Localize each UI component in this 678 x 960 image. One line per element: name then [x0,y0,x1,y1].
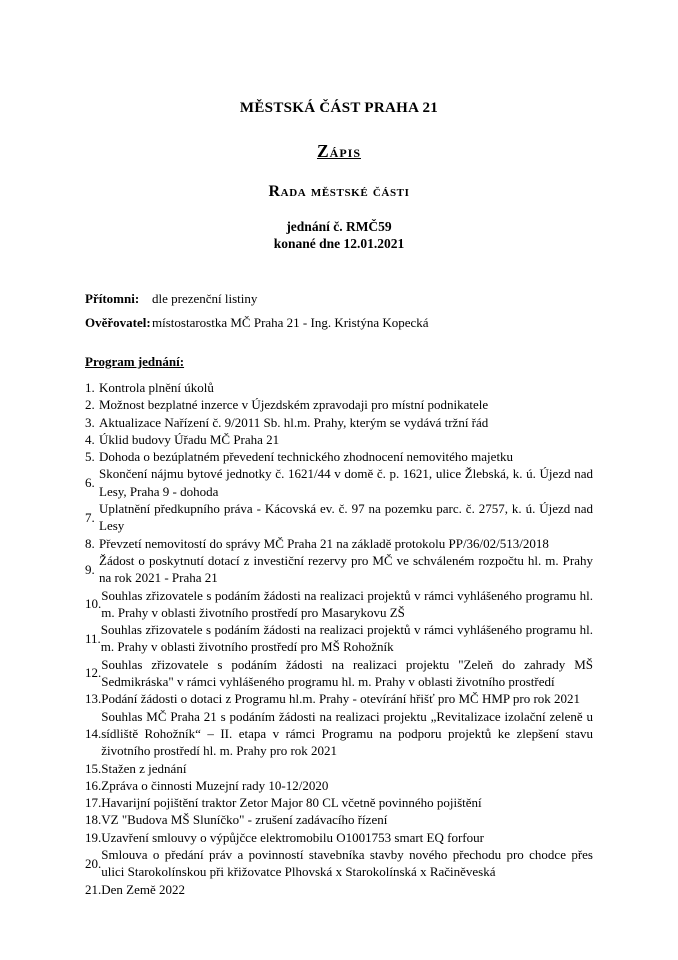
agenda-item [85,379,593,396]
agenda-item [85,794,593,811]
attendance-section [85,290,593,331]
verifier-value: místostarostka MČ Praha 21 - Ing. Kristýna Kopecká [152,315,429,330]
meeting-number: jednání č. RMČ59 [286,219,392,234]
agenda-item-number: 19. [85,829,102,845]
agenda-item-number: 15. [85,760,102,776]
verifier-row [85,314,593,331]
agenda-item-text: Stažen z jednání [101,760,187,776]
agenda-item-number: 6. [85,475,95,491]
document-header [85,99,593,252]
agenda-list [85,379,593,898]
agenda-item-number: 2. [85,397,95,413]
agenda-item-text: Aktualizace Nařízení č. 9/2011 Sb. hl.m. Prahy, kterým se vydává tržní řád [99,414,489,430]
agenda-item-text: Úklid budovy Úřadu MČ Praha 21 [99,431,280,447]
agenda-item-text: Uzavření smlouvy o výpůjčce elektromobilu O1001753 smart EQ forfour [101,829,484,845]
agenda-item-number: 8. [85,535,95,551]
agenda-item [85,552,593,587]
agenda-item-number: 20. [85,855,102,871]
agenda-heading: Program jednání: [85,354,185,369]
agenda-item-number: 13. [85,691,102,707]
agenda-item-text: VZ "Budova MŠ Sluníčko" - zrušení zadávacího řízení [101,812,388,828]
agenda-item-number: 18. [85,812,102,828]
agenda-item [85,708,593,760]
agenda-item-text: Možnost bezplatné inzerce v Újezdském zpravodaji pro místní podnikatele [99,397,489,413]
agenda-item [85,656,593,691]
agenda-item-number: 1. [85,380,95,395]
agenda-item [85,760,593,777]
agenda-item [85,811,593,828]
agenda-item [85,431,593,448]
verifier-label: Ověřovatel: [85,315,151,330]
agenda-item-text: Podání žádosti o dotaci z Programu hl.m. Prahy - otevírání hřišť pro MČ HMP pro rok 2021 [101,691,581,707]
agenda-item-text: Souhlas MČ Praha 21 s podáním žádosti na realizaci projektu „Revitalizace izolační zeleně u sídliště Rohožník“ – II. etapa v rámci Programu na podporu projektů ke zlepšení stavu životního prostředí hl. m. Prahy pro rok 2021 [101,708,593,759]
agenda-item-text: Uplatnění předkupního práva - Kácovská ev. č. 97 na pozemku parc. č. 2757, k. ú. Újezd nad Lesy [99,501,593,534]
present-value: dle prezenční listiny [152,291,258,306]
document-type-heading: Zápis [316,141,361,161]
agenda-item [85,829,593,846]
agenda-item [85,881,593,898]
agenda-item [85,414,593,431]
agenda-item [85,448,593,465]
meeting-date: konané dne 12.01.2021 [273,236,405,251]
agenda-item-number: 14. [85,725,102,741]
agenda-item-text: Zpráva o činnosti Muzejní rady 10-12/2020 [101,777,329,793]
agenda-item-text: Souhlas zřizovatele s podáním žádosti na realizaci projektu "Zeleň do zahrady MŠ Sedmikráska" v rámci vyhlášeného programu hl. m. Prahy v oblasti životního prostředí [101,656,593,690]
agenda-item-number: 10. [85,596,102,612]
agenda-item-number: 5. [85,449,95,465]
agenda-item-number: 11. [85,630,101,646]
present-row [85,290,593,307]
agenda-item-text: Havarijní pojištění traktor Zetor Major 80 CL včetně povinného pojištění [101,795,482,811]
present-label: Přítomni: [85,291,140,306]
agenda-item [85,500,593,535]
agenda-item-text: Kontrola plnění úkolů [99,380,214,395]
agenda-item [85,690,593,707]
agenda-item-number: 21. [85,881,102,897]
agenda-item-text: Souhlas zřizovatele s podáním žádosti na realizaci projektů v rámci vyhlášeného programu hl. m. Prahy v oblasti životního prostředí pro Masarykovu ZŠ [101,587,593,620]
agenda-item [85,777,593,794]
agenda-item-number: 17. [85,795,102,811]
meeting-info [85,218,593,252]
agenda-item-number: 12. [85,665,102,681]
agenda-item-text: Souhlas zřizovatele s podáním žádosti na realizaci projektů v rámci vyhlášeného programu hl. m. Prahy v oblasti životního prostředí pro MŠ Rohožník [100,622,593,655]
agenda-item-number: 4. [85,431,95,447]
page-title: MĚSTSKÁ ČÁST PRAHA 21 [239,100,439,116]
agenda-item-text: Skončení nájmu bytové jednotky č. 1621/44 v domě č. p. 1621, ulice Žlebská, k. ú. Újezd nad Lesy, Praha 9 - dohoda [99,466,593,499]
agenda-item-text: Převzetí nemovitostí do správy MČ Praha 21 na základě protokolu PP/36/02/513/2018 [99,535,549,551]
agenda-item [85,621,593,656]
agenda-item-number: 3. [85,414,95,430]
agenda-item [85,396,593,413]
agenda-item [85,846,593,881]
agenda-item-number: 9. [85,561,95,577]
council-heading: Rada městské části [268,183,410,200]
agenda-item-text: Dohoda o bezúplatném převedení technického zhodnocení nemovitého majetku [99,449,514,465]
agenda-item [85,465,593,500]
agenda-item-text: Den Země 2022 [101,881,186,897]
agenda-item [85,535,593,552]
agenda-item-number: 7. [85,509,95,525]
agenda-item-number: 16. [85,777,102,793]
agenda-item [85,587,593,622]
agenda-item-text: Smlouva o předání práv a povinností stavebníka stavby nového přechodu pro chodce přes ulici Starokolínskou při křižovatce Plhovská x Starokolínská x Račiněveská [101,847,593,880]
agenda-item-text: Žádost o poskytnutí dotací z investiční rezervy pro MČ ve schváleném rozpočtu hl. m. Prahy na rok 2021 - Praha 21 [99,552,593,586]
